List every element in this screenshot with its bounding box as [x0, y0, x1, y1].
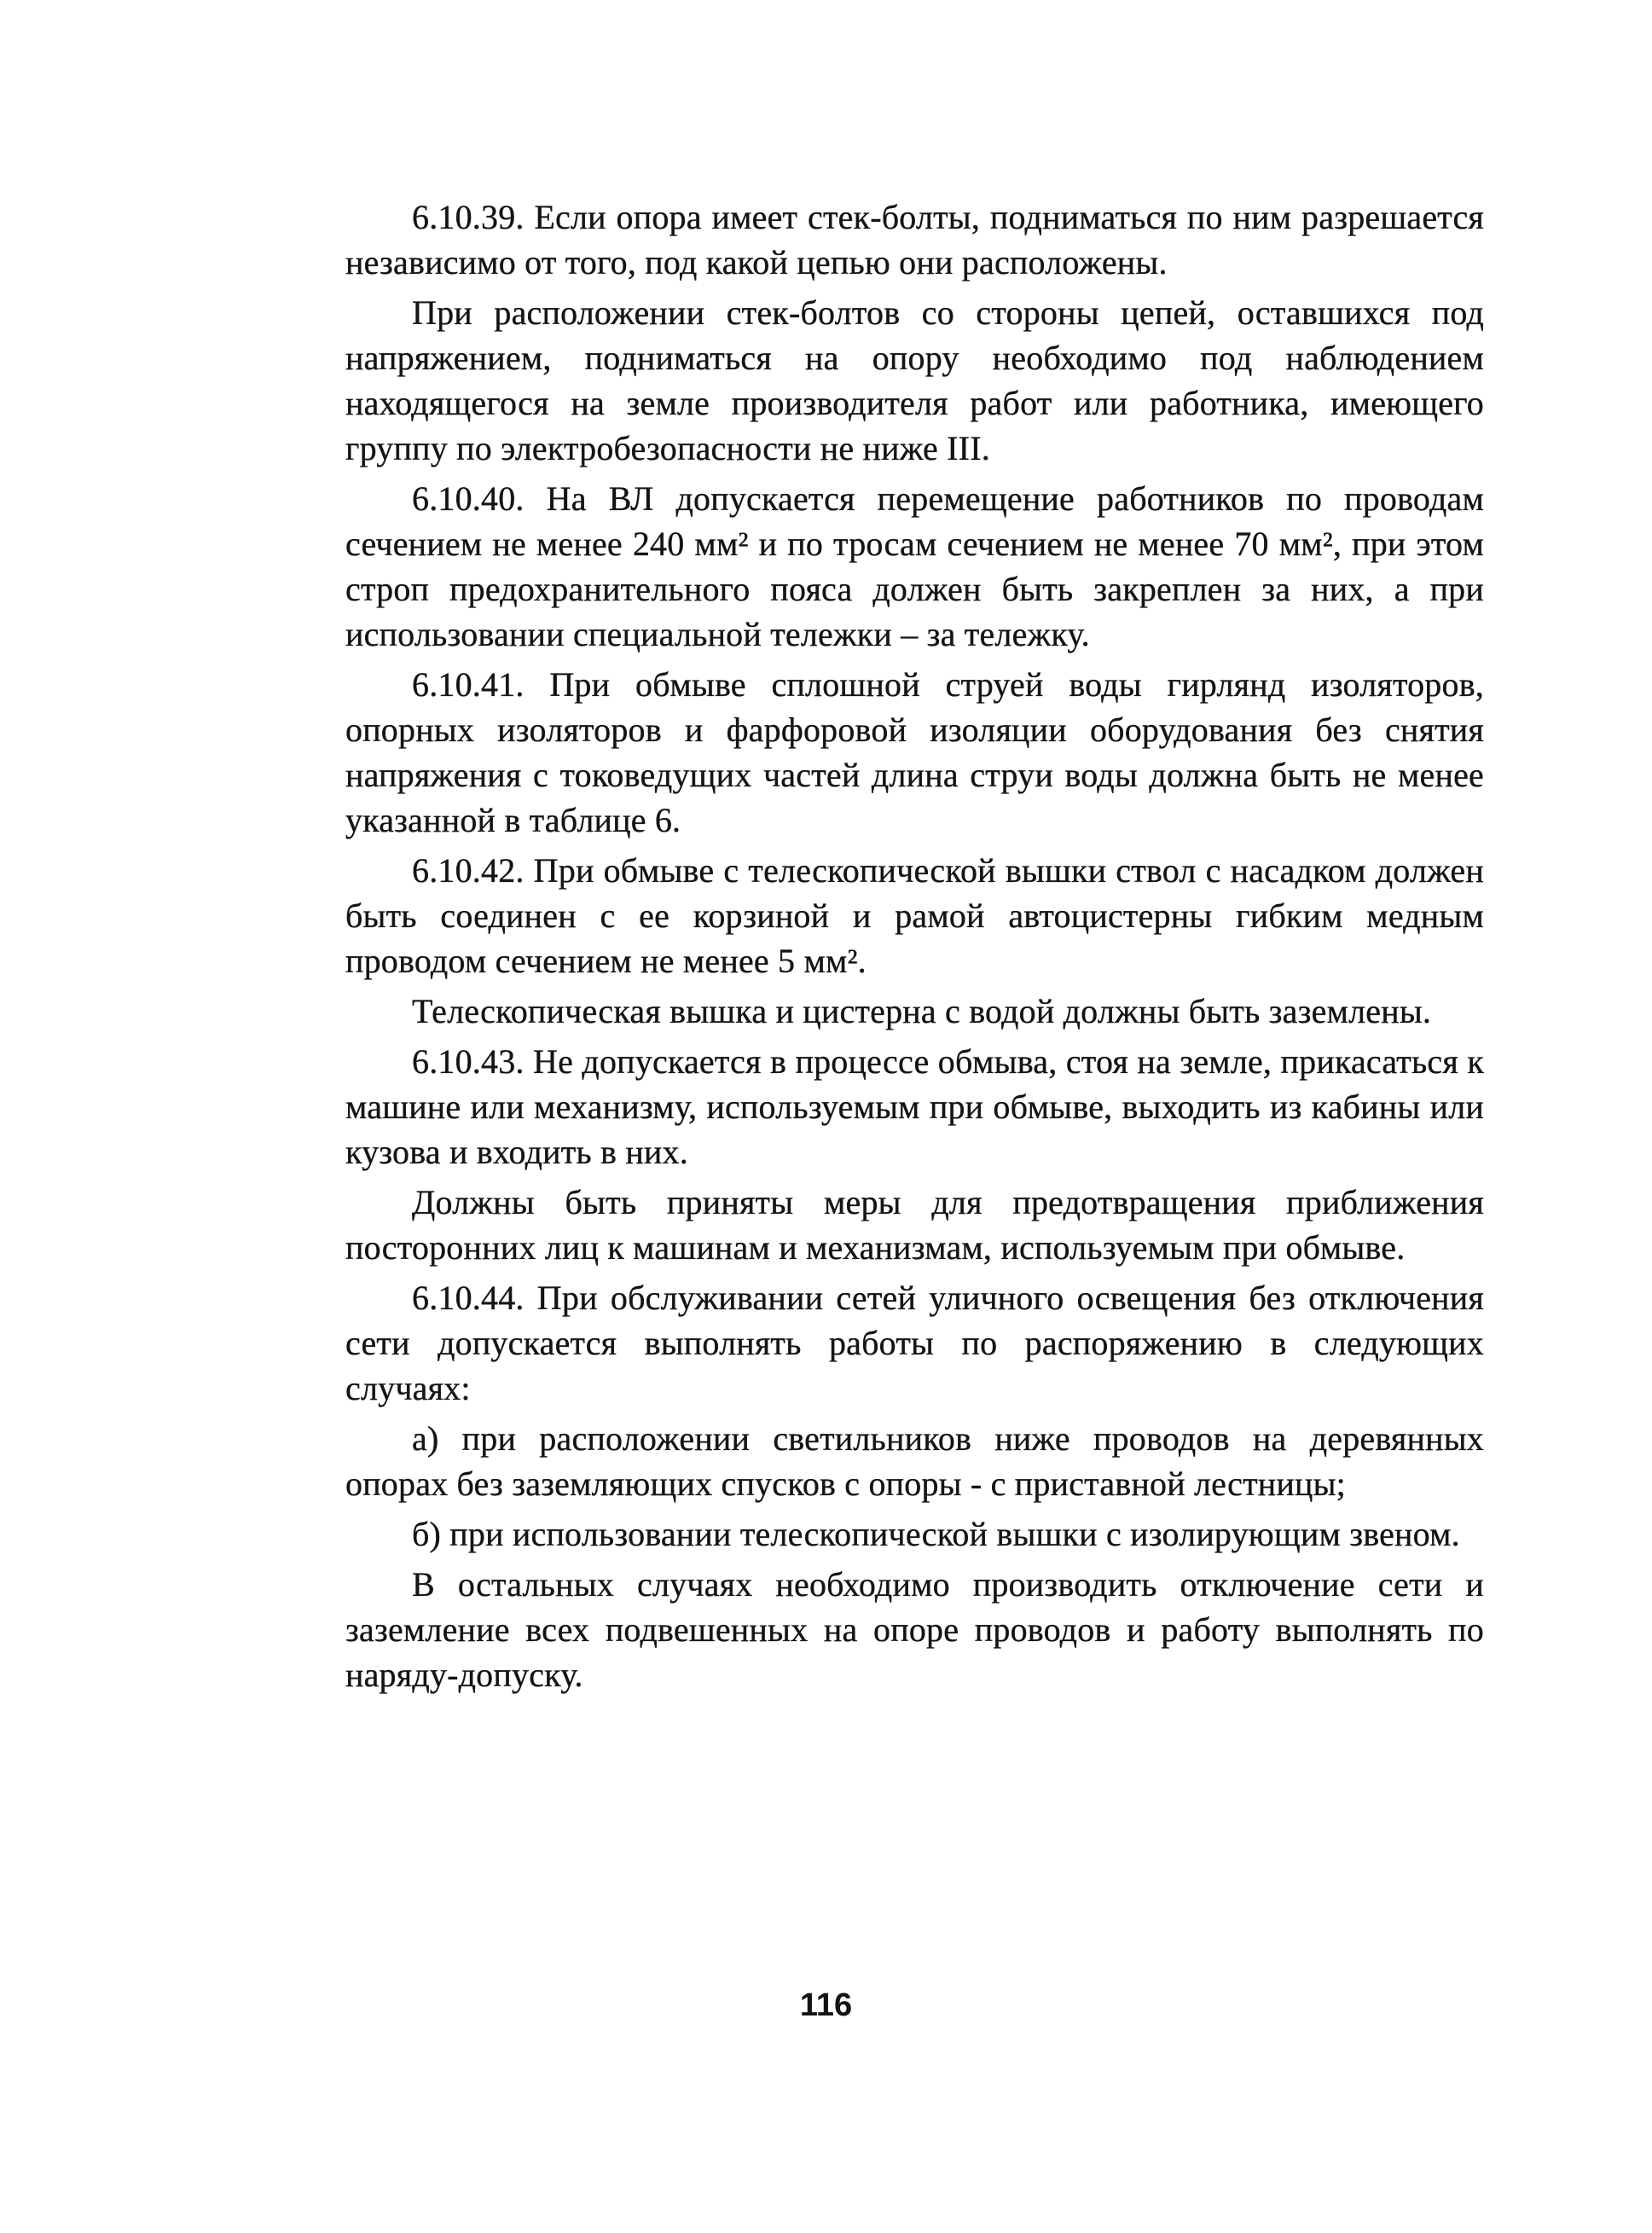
- paragraph-6-10-43: 6.10.43. Не допускается в процессе обмыва, стоя на земле, прикасаться к машине или механизму, используемым при обмыве, выходить из кабины или кузова и входить в них.: [345, 1042, 1484, 1171]
- paragraph-stack-bolts: При расположении стек-болтов со стороны цепей, оставшихся под напряжением, подниматься на опору необходимо под наблюдением находящегося на земле производителя работ или работника, имеющего группу по электробезопасности не ниже III.: [345, 293, 1484, 467]
- paragraph-other-cases: В остальных случаях необходимо производить отключение сети и заземление всех подвешенных на опоре проводов и работу выполнять по наряду-допуску.: [345, 1565, 1484, 1694]
- paragraph-outsiders: Должны быть приняты меры для предотвращения приближения посторонних лиц к машинам и механизмам, используемым при обмыве.: [345, 1183, 1484, 1267]
- paragraph-6-10-40: 6.10.40. На ВЛ допускается перемещение работников по проводам сечением не менее 240 мм² и по тросам сечением не менее 70 мм², при этом строп предохранительного пояса должен быть закреплен за них, а при использовании специальной тележки – за тележку.: [345, 479, 1484, 653]
- page-number: 116: [799, 1987, 853, 2023]
- paragraph-6-10-42: 6.10.42. При обмыве с телескопической вышки ствол с насадком должен быть соединен с ее корзиной и рамой автоцистерны гибким медным проводом сечением не менее 5 мм².: [345, 851, 1484, 980]
- list-item-a: а) при расположении светильников ниже проводов на деревянных опорах без заземляющих спусков с опоры - с приставной лестницы;: [345, 1419, 1484, 1503]
- page-body: [345, 194, 1484, 1702]
- paragraph-grounding: Телескопическая вышка и цистерна с водой должны быть заземлены.: [412, 992, 1432, 1030]
- paragraph-6-10-39: 6.10.39. Если опора имеет стек-болты, подниматься по ним разрешается независимо от того, под какой цепью они расположены.: [345, 198, 1484, 281]
- paragraph-6-10-44: 6.10.44. При обслуживании сетей уличного освещения без отключения сети допускается выполнять работы по распоряжению в следующих случаях:: [345, 1279, 1484, 1407]
- paragraph-6-10-41: 6.10.41. При обмыве сплошной струей воды гирлянд изоляторов, опорных изоляторов и фарфоровой изоляции оборудования без снятия напряжения с токоведущих частей длина струи воды должна быть не менее указанной в таблице 6.: [345, 665, 1484, 839]
- list-item-b: б) при использовании телескопической вышки с изолирующим звеном.: [412, 1515, 1460, 1553]
